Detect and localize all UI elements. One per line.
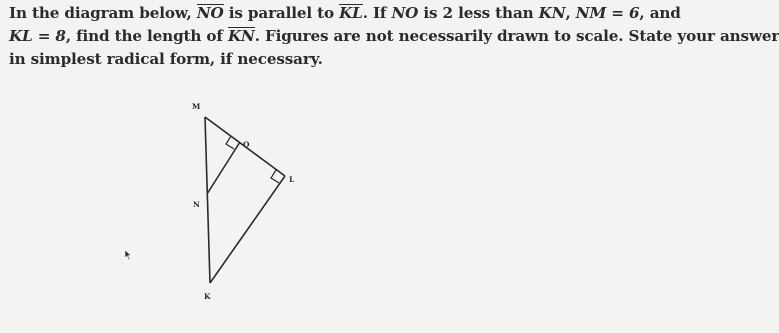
- segment-no-line: [207, 142, 240, 194]
- text-fragment: is parallel to: [223, 4, 340, 22]
- equation-kl: KL = 8: [9, 27, 66, 45]
- label-k: K: [204, 292, 211, 301]
- text-fragment: In the diagram below,: [9, 4, 197, 22]
- label-m: M: [192, 102, 201, 111]
- label-l: L: [289, 175, 295, 184]
- segment-lk: [210, 176, 285, 283]
- right-angle-marker-l: [271, 170, 279, 183]
- text-fragment: . If: [362, 4, 392, 22]
- text-fragment: is 2 less than: [418, 4, 539, 22]
- segment-kl: KL: [339, 4, 363, 22]
- text-fragment: , find the length of: [65, 27, 228, 45]
- segment-km: [205, 117, 210, 283]
- text-fragment: ,: [565, 4, 576, 22]
- segment-no: NO: [196, 4, 224, 22]
- text-fragment: , and: [639, 4, 681, 22]
- var-kn: KN: [538, 4, 566, 22]
- text-fragment: . Figures are not necessarily drawn to scale. State your answer: [254, 27, 779, 45]
- label-o: O: [243, 140, 250, 149]
- var-no: NO: [391, 4, 419, 22]
- label-n: N: [193, 200, 200, 209]
- mouse-cursor-icon: [124, 249, 134, 261]
- problem-line-3: in simplest radical form, if necessary.: [9, 50, 323, 68]
- segment-kn: KN: [227, 27, 255, 45]
- equation-nm: NM = 6: [575, 4, 640, 22]
